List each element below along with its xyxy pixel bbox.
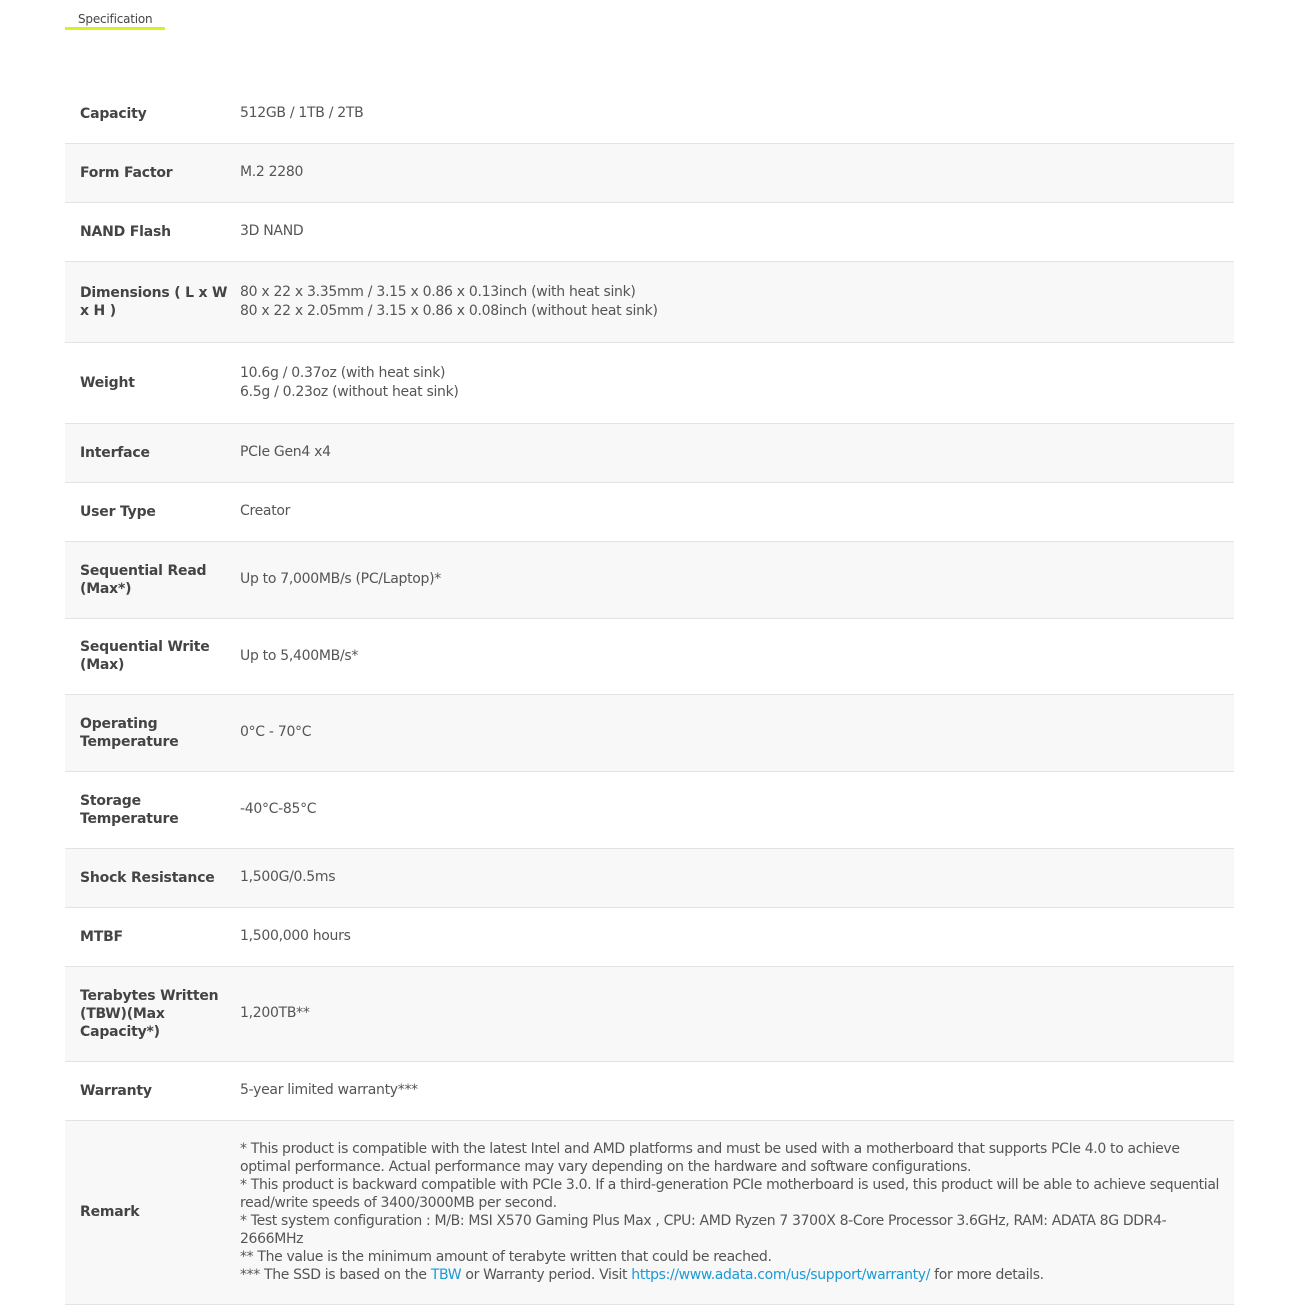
spec-key: Terabytes Written (TBW)(Max Capacity*) xyxy=(80,987,219,1040)
spec-value-line: 1,500,000 hours xyxy=(240,928,351,944)
spec-row xyxy=(65,966,1234,1061)
spec-value xyxy=(240,482,1234,541)
spec-value-line: PCIe Gen4 x4 xyxy=(240,444,331,460)
spec-value-line: Creator xyxy=(240,503,291,519)
spec-value xyxy=(240,848,1234,907)
remark-line: * Test system configuration : M/B: MSI X570 Gaming Plus Max , CPU: AMD Ryzen 7 3700X 8-Core Processor 3.6GHz, RAM: ADATA 8G DDR4-2666MHz xyxy=(240,1213,1167,1247)
remark-suffix: for more details. xyxy=(930,1267,1044,1283)
remark-line: ** The value is the minimum amount of terabyte written that could be reached. xyxy=(240,1249,772,1265)
spec-row xyxy=(65,848,1234,907)
spec-row xyxy=(65,202,1234,261)
spec-key: Form Factor xyxy=(80,164,173,181)
spec-value-line: 3D NAND xyxy=(240,223,304,239)
specification-table xyxy=(65,85,1234,1305)
spec-key: Sequential Write (Max) xyxy=(80,639,210,673)
spec-value-line: 10.6g / 0.37oz (with heat sink) xyxy=(240,364,446,381)
spec-row xyxy=(65,541,1234,618)
spec-value xyxy=(240,342,1234,423)
spec-value xyxy=(240,261,1234,342)
spec-value-line: 6.5g / 0.23oz (without heat sink) xyxy=(240,383,459,400)
spec-row xyxy=(65,482,1234,541)
spec-key: Warranty xyxy=(80,1082,152,1099)
spec-row xyxy=(65,423,1234,482)
remark-middle: or Warranty period. Visit xyxy=(461,1267,632,1283)
spec-row-remark xyxy=(65,1120,1234,1304)
spec-key: Dimensions ( L x W x H ) xyxy=(80,284,228,319)
remark-line-warranty xyxy=(240,1266,1222,1284)
spec-value xyxy=(240,771,1234,848)
spec-value xyxy=(240,966,1234,1061)
tab-specification-label: Specification xyxy=(78,12,153,26)
spec-value-line: 80 x 22 x 3.35mm / 3.15 x 0.86 x 0.13inch (with heat sink) xyxy=(240,283,636,300)
spec-row xyxy=(65,907,1234,966)
spec-row xyxy=(65,85,1234,143)
spec-key: Weight xyxy=(80,374,135,391)
remark-line: * This product is compatible with the latest Intel and AMD platforms and must be used with a motherboard that supports PCIe 4.0 to achieve optimal performance. Actual performance may vary depending on the hardware and software configurations. xyxy=(240,1141,1180,1175)
spec-row xyxy=(65,342,1234,423)
spec-value-line: 5-year limited warranty*** xyxy=(240,1082,418,1098)
spec-value-line: 80 x 22 x 2.05mm / 3.15 x 0.86 x 0.08inch (without heat sink) xyxy=(240,302,658,319)
spec-key: Interface xyxy=(80,444,150,461)
spec-value xyxy=(240,541,1234,618)
spec-value xyxy=(240,423,1234,482)
remark-text xyxy=(240,1120,1234,1304)
spec-row xyxy=(65,143,1234,202)
spec-value xyxy=(240,1061,1234,1120)
spec-value-line: M.2 2280 xyxy=(240,164,304,180)
spec-key: MTBF xyxy=(80,928,123,945)
spec-row xyxy=(65,771,1234,848)
spec-key: Operating Temperature xyxy=(80,715,179,750)
warranty-url-link[interactable]: https://www.adata.com/us/support/warranty/ xyxy=(631,1267,931,1283)
spec-row xyxy=(65,1061,1234,1120)
tab-specification[interactable] xyxy=(65,0,165,30)
spec-value-line: 1,500G/0.5ms xyxy=(240,869,336,885)
remark-line: * This product is backward compatible with PCIe 3.0. If a third-generation PCIe motherboard is used, this product will be able to achieve sequential read/write speeds of 3400/3000MB per second. xyxy=(240,1177,1220,1211)
spec-value xyxy=(240,143,1234,202)
spec-key: NAND Flash xyxy=(80,223,171,240)
spec-key: Sequential Read (Max*) xyxy=(80,562,207,597)
spec-value xyxy=(240,618,1234,694)
spec-key: User Type xyxy=(80,503,156,520)
spec-key: Storage Temperature xyxy=(80,792,179,827)
spec-key: Shock Resistance xyxy=(80,869,215,886)
tbw-link[interactable]: TBW xyxy=(430,1267,462,1283)
spec-value-line: Up to 5,400MB/s* xyxy=(240,647,359,664)
spec-value xyxy=(240,85,1234,143)
spec-key: Remark xyxy=(80,1204,140,1220)
spec-value-line: 512GB / 1TB / 2TB xyxy=(240,105,364,122)
spec-row xyxy=(65,618,1234,694)
spec-value xyxy=(240,694,1234,771)
remark-prefix: *** The SSD is based on the xyxy=(240,1267,431,1283)
spec-value-line: Up to 7,000MB/s (PC/Laptop)* xyxy=(240,571,441,587)
spec-key: Capacity xyxy=(80,105,147,122)
spec-value-line: -40°C-85°C xyxy=(240,801,317,817)
spec-row xyxy=(65,694,1234,771)
spec-value xyxy=(240,202,1234,261)
spec-value-line: 0°C - 70°C xyxy=(240,724,312,740)
spec-value-line: 1,200TB** xyxy=(240,1005,310,1021)
spec-value xyxy=(240,907,1234,966)
spec-row xyxy=(65,261,1234,342)
